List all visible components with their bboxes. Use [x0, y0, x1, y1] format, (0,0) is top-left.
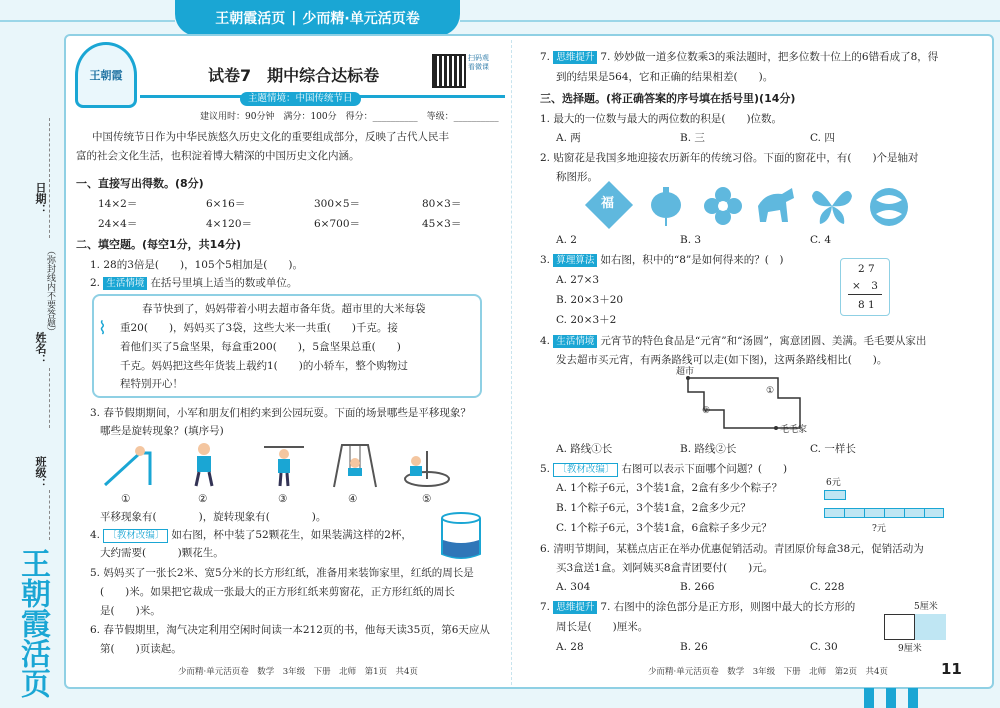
tag-life-context: 生活情境 — [103, 277, 147, 290]
exam-meta: 建议用时：90分钟 满分：100分 得分：__________ 等级：__________ — [200, 112, 499, 122]
story-line-1: 春节快到了，妈妈带着小明去超市备年货。超市里的大米每袋 — [142, 303, 426, 315]
choice-q2-opt-a: A. 2 — [556, 234, 577, 246]
left-footer: 少而精·单元活页卷 数学 3年级 下册 北师 第1页 共4页 — [178, 667, 418, 677]
choice-q4-a-text: 元宵节的特色食品是“元宵”和“汤圆”，寓意团圆、美满。毛毛要从家出 — [600, 335, 927, 347]
choice-q7-opt-b: B. 26 — [680, 641, 708, 653]
banner-divider: | — [291, 10, 297, 26]
fill-q4-a: 4. 〔教材改编〕 如右图，杯中装了52颗花生，如果装满这样的2杯， — [90, 529, 412, 541]
choice-q3-c: C. 20×3＋2 — [556, 314, 617, 326]
page-title: 试卷7 期中综合达标卷 — [208, 66, 380, 85]
papercut-horse-icon — [752, 186, 798, 226]
choice-q7-a: 7. 思维提升 7. 右图中的涂色部分是正方形，则图中最大的长方形的 — [540, 601, 856, 613]
left-margin — [0, 0, 64, 708]
calc-5: 24×4＝ — [98, 218, 138, 230]
map-home-label: 毛毛家 — [780, 425, 808, 435]
choice-q2-opt-b: B. 3 — [680, 234, 702, 246]
choice-q3-b: B. 20×3＋20 — [556, 294, 624, 306]
bar-unit — [824, 490, 846, 500]
top-wave-right — [460, 14, 1000, 22]
bar-six-label: 6元 — [826, 478, 841, 488]
pullup-bar-scene-icon — [262, 441, 306, 489]
map-route-2-label: ② — [702, 406, 711, 416]
fill-q3-c: 平移现象有( )，旋转现象有( )。 — [100, 511, 327, 523]
choice-q1-b: B. 三 — [680, 132, 705, 144]
scene-label-3: ③ — [278, 493, 288, 505]
theme-pill: 主题情境：中国传统节日 — [240, 92, 361, 106]
story-line-3: 着他们买了5盒坚果，每盒重200( )，5盒坚果总重( ) — [120, 341, 401, 353]
vm-rule — [848, 294, 882, 295]
papercut-butterfly-icon — [810, 186, 854, 226]
map-route-1-label: ① — [766, 386, 775, 396]
fill-q4-a-text: 如右图，杯中装了52颗花生，如果装满这样的2杯， — [171, 529, 412, 541]
banner-brand: 王朝霞活页 — [215, 11, 286, 27]
bar-total — [824, 508, 944, 518]
vm-line-3: 8 1 — [858, 299, 875, 311]
right-footer: 少而精·单元活页卷 数学 3年级 下册 北师 第2页 共4页 — [648, 667, 888, 677]
paperclip-icon: ⌇ — [98, 318, 107, 339]
calc-4: 80×3＝ — [422, 198, 462, 210]
vm-line-1: 2 7 — [858, 263, 875, 275]
intro-line-1: 中国传统节日作为中华民族悠久历史文化的重要组成部分，反映了古代人民丰 — [92, 131, 449, 143]
route-map — [680, 368, 810, 430]
fill-q5-c: 是( )米。 — [100, 605, 161, 617]
scene-label-1: ① — [121, 493, 131, 505]
fill-q5-b: ( )米。如果把它裁成一张最大的正方形红纸来剪窗花，正方形红纸的周长 — [100, 586, 455, 598]
choice-q5-text: 右图可以表示下面哪个问题？( ) — [621, 463, 788, 475]
section-2-heading: 二、填空题。(每空1分，共14分) — [76, 238, 242, 251]
choice-q6-b: 买3盒送1盒。刘阿姨买8盒青团要付( )元。 — [556, 562, 774, 574]
choice-q7-b: 周长是( )厘米。 — [556, 621, 649, 633]
story-line-4: 千克。妈妈把这些年货装上载约1( )的小轿车，整个购物过 — [120, 360, 408, 372]
fill-q6-b: 第( )页读起。 — [100, 643, 182, 655]
margin-dash-top — [49, 118, 50, 238]
tag-algorithm: 算理算法 — [553, 254, 597, 267]
choice-q2-a: 2. 贴窗花是我国多地迎接农历新年的传统习俗。下面的窗花中，有( )个是轴对 — [540, 152, 919, 164]
fill-q3-b: 哪些是旋转现象？(填序号) — [100, 425, 224, 437]
tag-life-context-2: 生活情境 — [553, 335, 597, 348]
scene-label-5: ⑤ — [422, 493, 432, 505]
tag-thinking: 思维提升 — [553, 51, 597, 64]
choice-q7-opt-a: A. 28 — [556, 641, 584, 653]
choice-q1: 1. 最大的一位数与最大的两位数的积是( )位数。 — [540, 113, 783, 125]
fill-q2: 2. 生活情境 在括号里填上适当的数或单位。 — [90, 277, 298, 289]
peanut-cup-icon — [440, 512, 482, 560]
choice-q4-opt-a: A. 路线①长 — [556, 443, 613, 455]
brand-vertical: 王朝霞活页 — [15, 548, 50, 698]
rect-top-label: 5厘米 — [914, 602, 938, 612]
map-market-label: 超市 — [676, 367, 695, 377]
page-number: 11 — [941, 660, 962, 678]
qr-caption: 扫码观看微课 — [468, 54, 489, 71]
scene-label-2: ② — [198, 493, 208, 505]
papercut-fish-icon — [868, 186, 910, 228]
logo-badge — [75, 42, 137, 108]
child-spinning-scene-icon — [184, 441, 224, 489]
page-divider — [511, 40, 512, 685]
choice-prev-q7-a-text: 7. 妙妙做一道多位数乘3的乘法题时，把多位数十位上的6错看成了8，得 — [600, 51, 939, 63]
choice-q4-a: 4. 生活情境 元宵节的特色食品是“元宵”和“汤圆”，寓意团圆、美满。毛毛要从家出 — [540, 335, 927, 347]
fill-q5-a: 5. 妈妈买了一张长2米、宽5分米的长方形红纸，准备用来装饰家里，红纸的周长是 — [90, 567, 474, 579]
papercut-lantern-icon — [646, 185, 686, 227]
choice-q3: 3. 算理算法 如右图，积中的“8”是如何得来的？( ) — [540, 254, 784, 266]
fill-q2-text: 在括号里填上适当的数或单位。 — [150, 277, 298, 289]
calc-2: 6×16＝ — [206, 198, 246, 210]
deco-bar-3 — [908, 688, 918, 708]
deco-bar-2 — [886, 688, 896, 708]
choice-q3-a: A. 27×3 — [556, 274, 600, 286]
choice-q6-opt-c: C. 228 — [810, 581, 845, 593]
tag-textbook-2: 〔教材改编〕 — [553, 463, 618, 477]
choice-q6-opt-b: B. 266 — [680, 581, 715, 593]
choice-q6-opt-a: A. 304 — [556, 581, 591, 593]
story-line-2: 重20( )，妈妈买了3袋，这些大米一共重( )千克。接 — [120, 322, 398, 334]
swing-scene-icon — [330, 441, 380, 489]
fill-q3-a: 3. 春节假期期间，小军和朋友们相约来到公园玩耍。下面的场景哪些是平移现象？ — [90, 407, 471, 419]
fill-q1: 1. 28的3倍是( )，105个5相加是( )。 — [90, 259, 304, 271]
papercut-flower-icon — [702, 185, 744, 227]
header-banner — [175, 0, 460, 36]
section-1-heading: 一、直接写出得数。(8分) — [76, 177, 204, 190]
choice-q1-a: A. 两 — [556, 132, 581, 144]
rect-bottom-label: 9厘米 — [898, 644, 922, 654]
choice-prev-q7-b: 到的结果是564，它和正确的结果相差( )。 — [556, 71, 774, 83]
choice-q5-c: C. 1个粽子6元，3个装1盒，6盒粽子多少元？ — [556, 522, 772, 534]
class-label: 班级： — [34, 456, 47, 489]
calc-8: 45×3＝ — [422, 218, 462, 230]
calc-3: 300×5＝ — [314, 198, 361, 210]
calc-6: 4×120＝ — [206, 218, 253, 230]
choice-q5-a: A. 1个粽子6元，3个装1盒，2盒有多少个粽子？ — [556, 482, 783, 494]
calc-7: 6×700＝ — [314, 218, 361, 230]
choice-q6-a: 6. 清明节期间，某糕点店正在举办优惠促销活动。青团原价每盒38元，促销活动为 — [540, 543, 924, 555]
choice-q5-b: B. 1个粽子6元，3个装1盒，2盒多少元？ — [556, 502, 751, 514]
papercut-fu-text: 福 — [601, 196, 615, 211]
choice-q4-opt-b: B. 路线②长 — [680, 443, 737, 455]
margin-dash-mid — [49, 368, 50, 428]
choice-q4-b: 发去超市买元宵，有两条路线可以走(如下图)，这两条路线相比( )。 — [556, 354, 888, 366]
choice-q7-opt-c: C. 30 — [810, 641, 838, 653]
choice-q2-opt-c: C. 4 — [810, 234, 832, 246]
margin-dash-bot — [49, 490, 50, 540]
banner-series: 少而精·单元活页卷 — [302, 11, 420, 27]
merry-go-round-scene-icon — [402, 441, 452, 489]
choice-q2-b: 称图形。 — [556, 171, 598, 183]
story-line-5: 程特别开心！ — [120, 378, 183, 390]
qr-code-icon[interactable] — [432, 54, 466, 88]
date-label: 日期： — [34, 182, 47, 215]
fill-q4-b: 大约需要( )颗花生。 — [100, 547, 224, 559]
tag-textbook: 〔教材改编〕 — [103, 529, 168, 543]
choice-q1-c: C. 四 — [810, 132, 835, 144]
seal-note: （弥封线内不要答题） — [45, 246, 55, 336]
deco-bar-1 — [864, 688, 874, 708]
intro-line-2: 富的社会文化生活，也积淀着博大精深的中国历史文化内涵。 — [76, 150, 360, 162]
calc-1: 14×2＝ — [98, 198, 138, 210]
scene-label-4: ④ — [348, 493, 358, 505]
choice-prev-q7-a: 7. 思维提升 7. 妙妙做一道多位数乘3的乘法题时，把多位数十位上的6错看成了8，得 — [540, 51, 939, 63]
logo-text: 王朝霞 — [89, 69, 123, 82]
fill-q6-a: 6. 春节假期里，淘气决定利用空闲时间读一本212页的书，他每天读35页，第6天应从 — [90, 624, 490, 636]
vm-line-2: × 3 — [852, 280, 878, 292]
choice-q5: 5. 〔教材改编〕 右图可以表示下面哪个问题？( ) — [540, 463, 788, 475]
slide-scene-icon — [100, 443, 160, 489]
name-label: 姓名： — [34, 332, 47, 365]
section-3-heading: 三、选择题。(将正确答案的序号填在括号里)(14分) — [540, 92, 796, 105]
tag-thinking-2: 思维提升 — [553, 601, 597, 614]
choice-q4-opt-c: C. 一样长 — [810, 443, 856, 455]
choice-q3-text: 如右图，积中的“8”是如何得来的？( ) — [600, 254, 784, 266]
choice-q7-a-text: 7. 右图中的涂色部分是正方形，则图中最大的长方形的 — [600, 601, 856, 613]
bar-question-label: ?元 — [872, 524, 886, 534]
rect-square-shaded — [914, 614, 946, 640]
